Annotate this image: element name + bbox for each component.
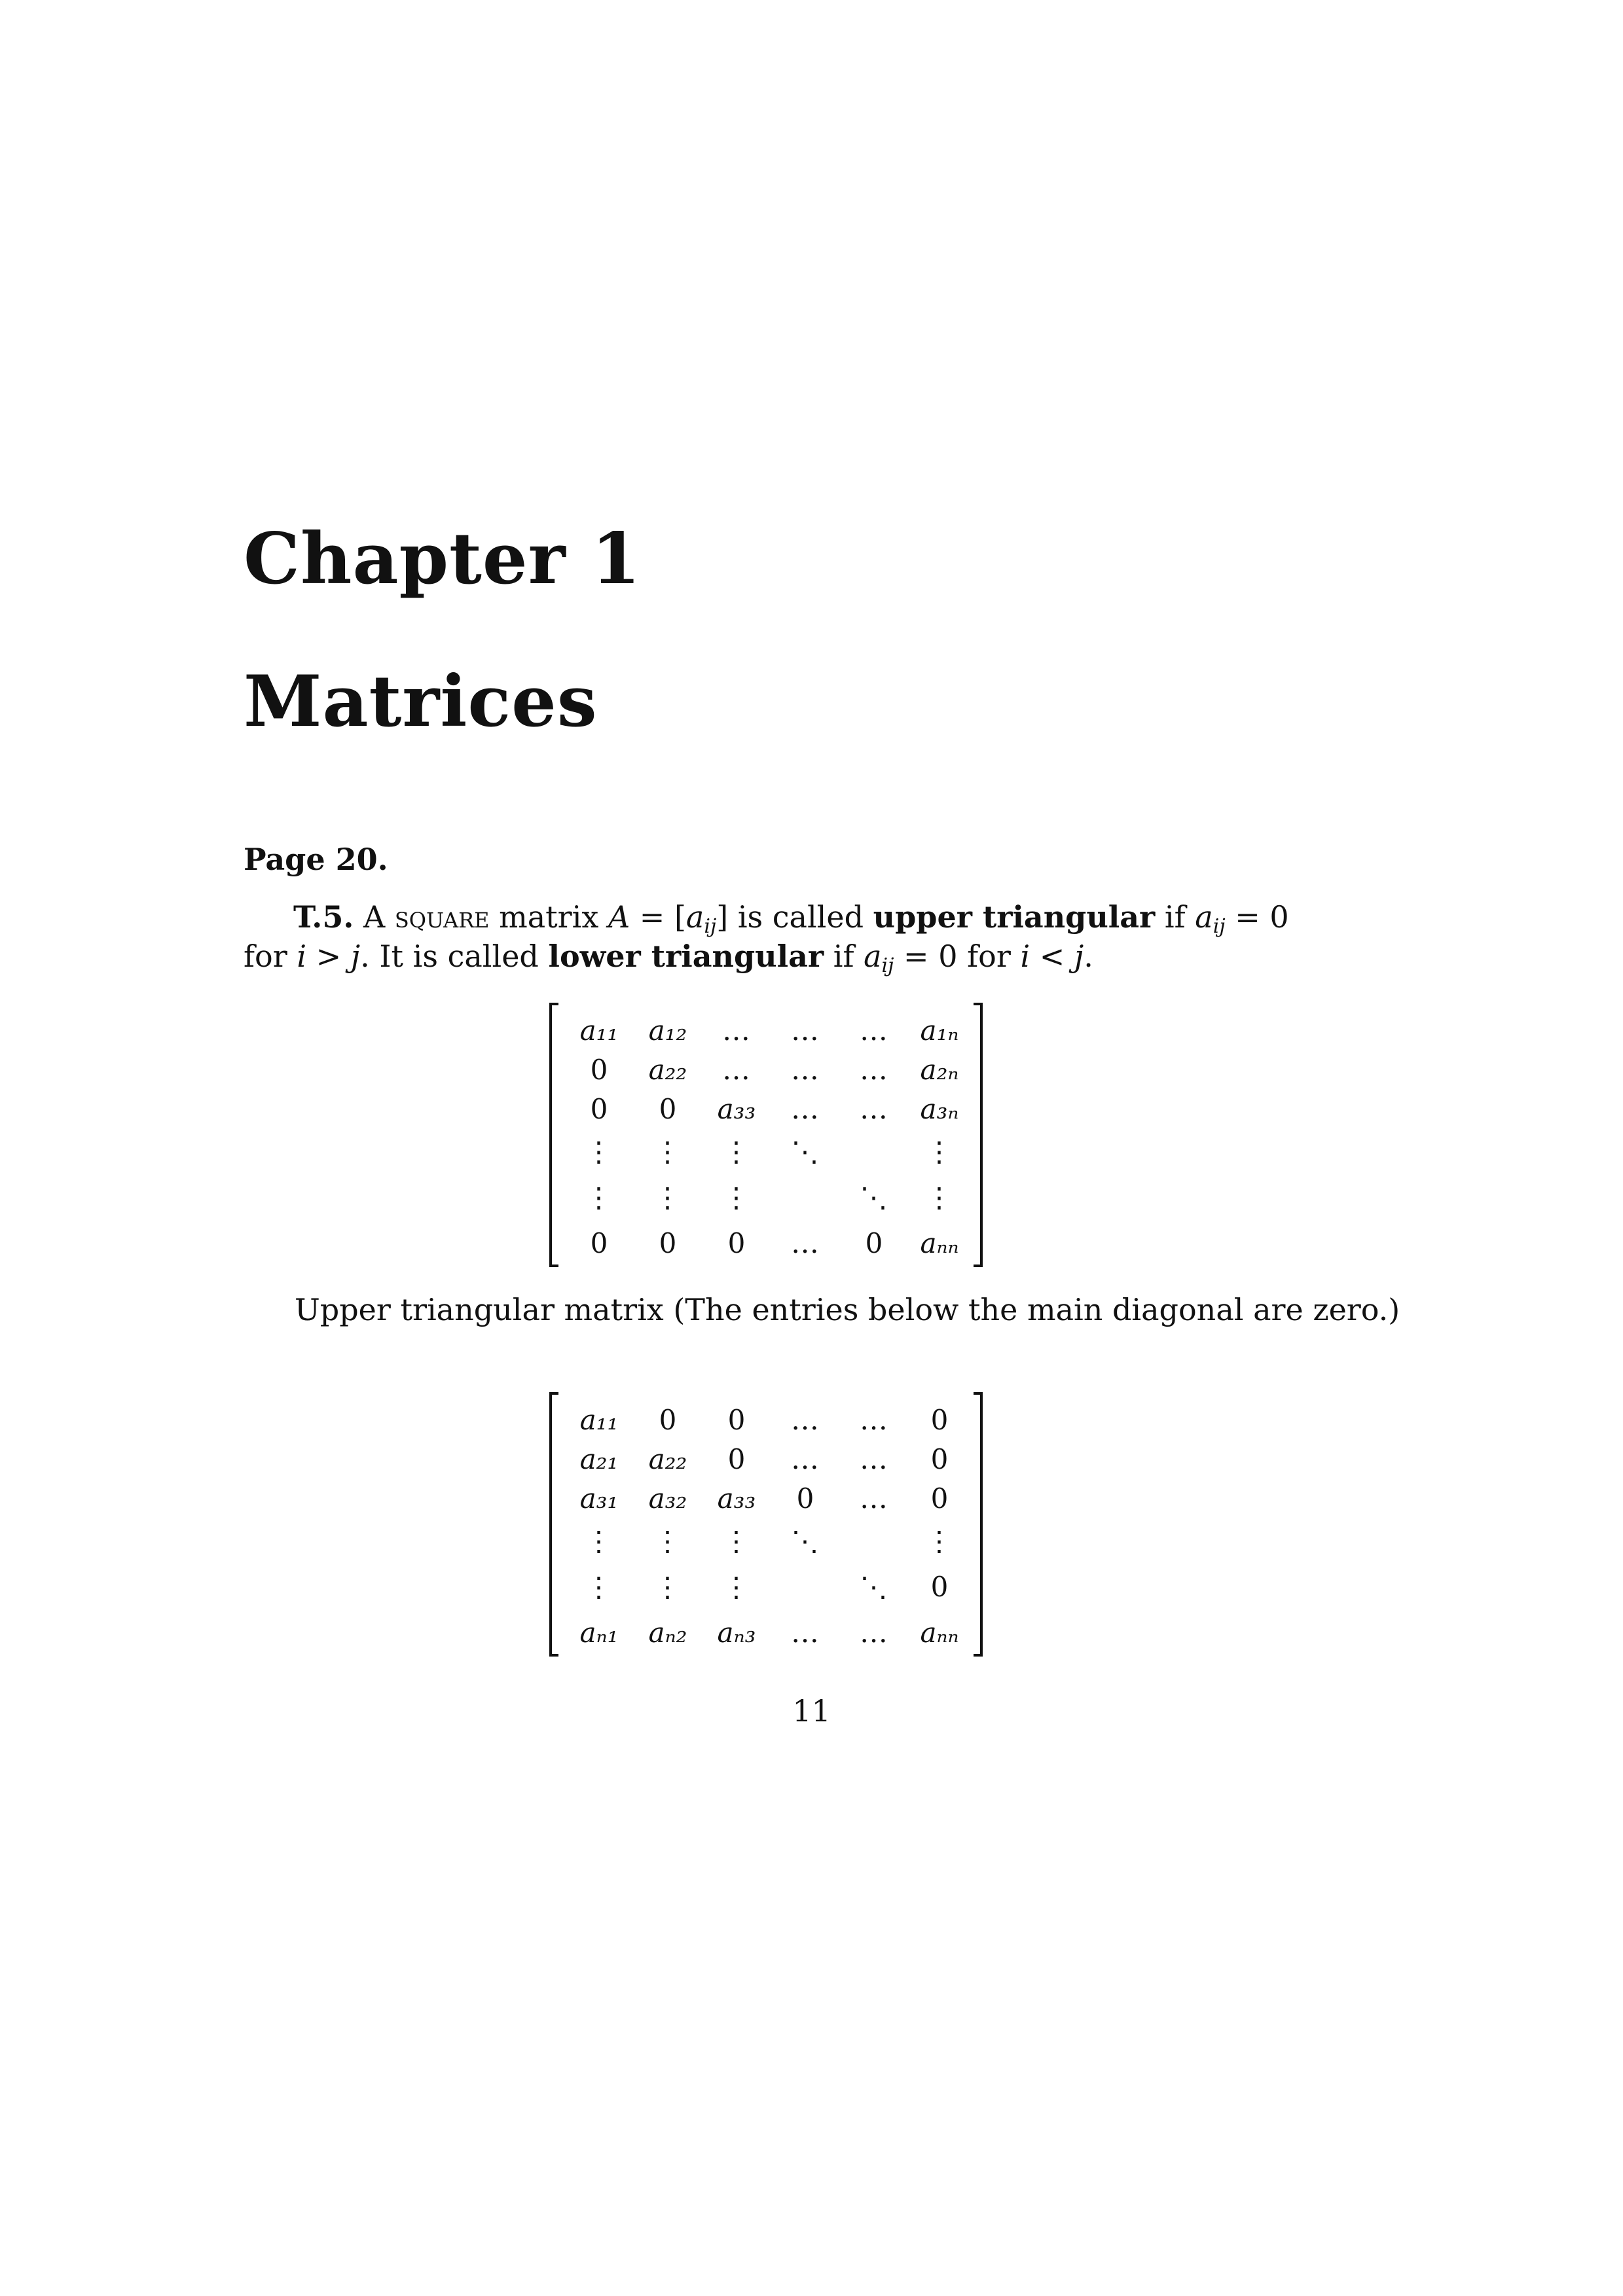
matrix-entry: ... [860,1443,888,1475]
right-bracket [974,1004,981,1266]
matrix-entry: ⋮ [925,1181,954,1213]
matrix-entry: 0 [590,1054,608,1086]
math-symbol: a [1195,899,1213,935]
left-bracket [551,1393,558,1655]
math-symbol: A [608,899,630,935]
matrix-entry: a₁₂ [648,1014,687,1047]
matrix-entry: 0 [659,1227,677,1259]
math-symbol: j [1074,939,1084,974]
matrix-entry: 0 [930,1443,949,1475]
matrix-entry: ⋱ [860,1571,888,1603]
matrix-entry: ... [791,1054,820,1086]
lower-triangular-matrix [547,1391,985,1659]
matrix-entry: 0 [727,1404,746,1436]
text-segment: if [1155,899,1195,935]
matrix-entry: ⋮ [585,1136,613,1168]
matrix-entry: a₂₁ [579,1443,619,1475]
matrix-entry: 0 [930,1571,949,1603]
matrix-entry: 0 [659,1093,677,1125]
page-number: 11 [792,1693,831,1729]
matrix-entry: ⋮ [722,1181,751,1213]
matrix-entry: ⋮ [722,1525,751,1557]
matrix-entry: ⋮ [925,1525,954,1557]
defined-term-upper: upper triangular [873,899,1156,935]
text-segment: ] is called [716,899,873,935]
text-segment: > [306,939,351,974]
matrix-entry: ⋱ [791,1525,820,1557]
matrix-entry: 0 [590,1227,608,1259]
matrix-entry: 0 [930,1404,949,1436]
matrix-entry: ... [791,1617,820,1649]
text-segment: < [1030,939,1074,974]
text-segment: . [1084,939,1093,974]
matrix-entry: ... [860,1054,888,1086]
matrix-entry: a₂₂ [648,1443,687,1475]
math-symbol: a [864,939,882,974]
matrix-entry: a₁ₙ [920,1014,959,1047]
matrix-entry: ⋱ [860,1181,888,1213]
matrix-entry: a₃₃ [717,1093,756,1125]
math-symbol: a [685,899,704,935]
chapter-label: Chapter 1 [244,518,642,600]
math-symbol: i [1020,939,1030,974]
matrix-entry: ... [791,1443,820,1475]
math-symbol: j [350,939,361,974]
matrix-entry: aₙₙ [920,1617,959,1649]
matrix-entry: ... [860,1093,888,1125]
text-segment: A [354,899,395,935]
matrix-entry: 0 [930,1482,949,1515]
matrix-entry: ... [860,1482,888,1515]
chapter-title: Matrices [244,660,598,743]
matrix-entry: aₙ₁ [579,1617,619,1649]
matrix-entry: ... [791,1014,820,1047]
matrix-entry: a₂₂ [648,1054,687,1086]
text-segment: matrix [489,899,608,935]
text-segment: = 0 for [894,939,1021,974]
matrix-entry: ... [791,1093,820,1125]
math-subscript: ij [1213,915,1226,938]
matrix-entry: a₁₁ [579,1404,619,1436]
text-segment: . It is called [360,939,549,974]
definition-paragraph-line-1 [244,898,1298,936]
matrix-entry: ... [791,1227,820,1259]
matrix-entry: ⋮ [585,1571,613,1603]
text-segment: = [ [630,899,686,935]
matrix-entry: 0 [796,1482,814,1515]
text-segment: if [824,939,864,974]
upper-triangular-matrix [547,1001,985,1270]
left-bracket [551,1004,558,1266]
matrix-entry: a₁₁ [579,1014,619,1047]
math-subscript: ij [881,954,894,977]
defined-term-lower: lower triangular [548,939,824,974]
matrix-entry: ... [860,1014,888,1047]
matrix-entry: 0 [865,1227,883,1259]
matrix-entry: ... [791,1404,820,1436]
matrix-entry: ⋮ [585,1181,613,1213]
matrix-entry: ⋮ [653,1136,682,1168]
math-subscript: ij [704,915,717,938]
matrix-caption: Upper triangular matrix (The entries below the main diagonal are zero.) [295,1292,1400,1327]
matrix-entry: ... [860,1617,888,1649]
matrix-entry: a₃ₙ [920,1093,959,1125]
matrix-entry: a₃₂ [648,1482,687,1515]
matrix-entry: 0 [727,1227,746,1259]
matrix-entry: ⋮ [722,1571,751,1603]
matrix-entry: ... [860,1404,888,1436]
math-symbol: i [297,939,307,974]
matrix-entry: ⋮ [653,1181,682,1213]
matrix-entry: ⋮ [585,1525,613,1557]
matrix-entry: aₙ₂ [648,1617,687,1649]
matrix-entry: aₙₙ [920,1227,959,1259]
matrix-entry: ... [722,1054,751,1086]
definition-paragraph-line-2 [244,937,1298,975]
matrix-entry: 0 [590,1093,608,1125]
matrix-entry: ⋮ [925,1136,954,1168]
matrix-entry: ⋮ [722,1136,751,1168]
matrix-entry: ⋮ [653,1571,682,1603]
text-segment: = 0 [1225,899,1289,935]
matrix-entry: ... [722,1014,751,1047]
section-heading: Page 20. [244,842,388,877]
item-label: T.5. [293,899,354,935]
matrix-entry: a₂ₙ [920,1054,959,1086]
text-segment: for [244,939,297,974]
matrix-entry: aₙ₃ [717,1617,756,1649]
matrix-entry: ⋱ [791,1136,820,1168]
matrix-entry: 0 [659,1404,677,1436]
right-bracket [974,1393,981,1655]
matrix-entry: ⋮ [653,1525,682,1557]
smallcaps-term: square [394,899,490,935]
matrix-entry: a₃₃ [717,1482,756,1515]
matrix-entry: a₃₁ [579,1482,619,1515]
matrix-entry: 0 [727,1443,746,1475]
